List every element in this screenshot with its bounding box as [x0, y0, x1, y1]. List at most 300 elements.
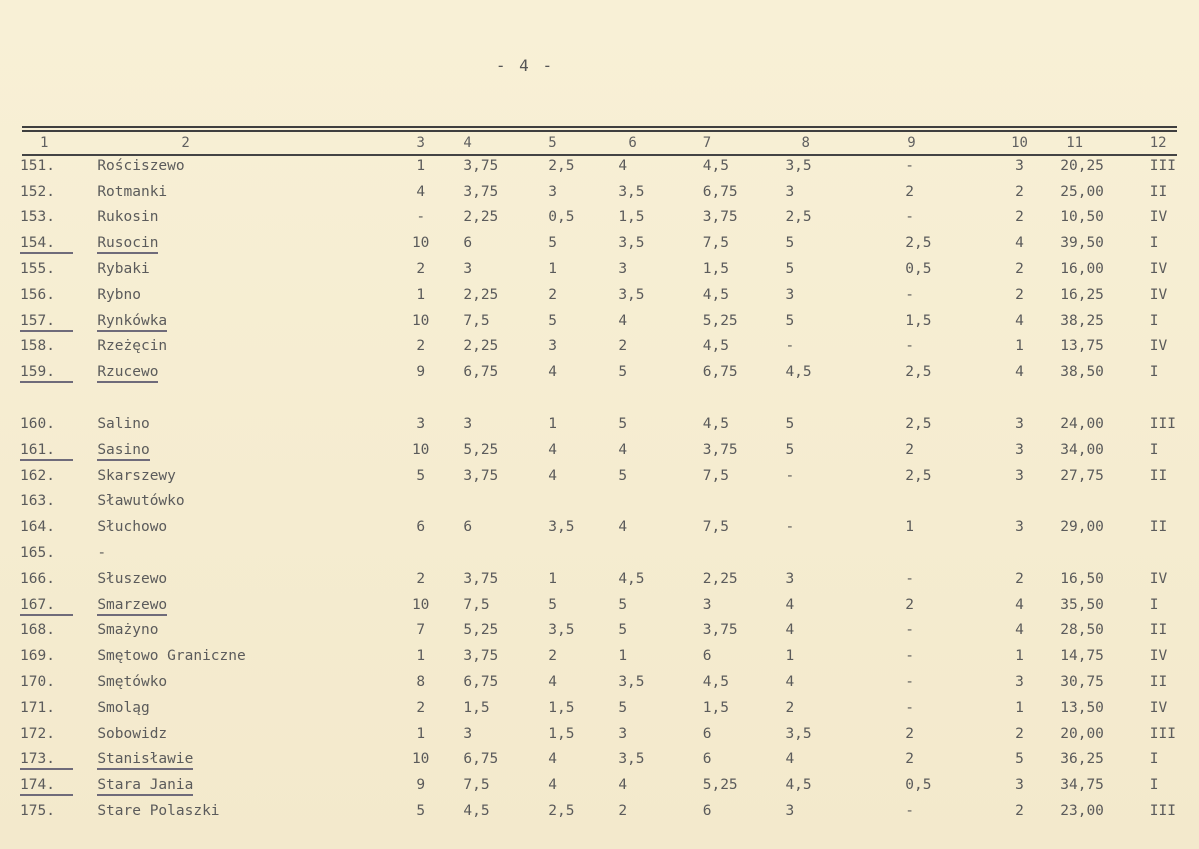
col4-value-cell — [457, 205, 542, 231]
col5-value-cell — [542, 179, 614, 205]
village-name: Smoląg — [97, 699, 150, 716]
col9-value-cell — [879, 514, 987, 540]
col3-value: 5 — [416, 467, 426, 484]
col8-value: 4 — [785, 622, 795, 639]
col5-value: 0,5 — [548, 209, 575, 226]
category-cell — [1146, 359, 1199, 385]
col7-value-cell — [697, 566, 776, 592]
col10-value-cell — [987, 489, 1052, 515]
col9-value: 2 — [905, 183, 914, 200]
village-name: Rotmanki — [97, 183, 168, 200]
row-number-cell — [18, 643, 95, 669]
col6-value: 5 — [618, 364, 628, 381]
table-row — [18, 359, 1199, 385]
col8-value-cell — [775, 256, 879, 282]
row-number-cell — [18, 721, 95, 747]
table-row — [18, 282, 1199, 308]
col5-value: 2 — [548, 286, 557, 303]
col5-value: 1,5 — [548, 725, 575, 742]
col7-value: 6 — [702, 725, 712, 742]
col6-value-cell — [614, 540, 696, 566]
col3-value-cell — [384, 411, 457, 437]
column-header: 3 — [416, 135, 425, 151]
col4-value: 3,75 — [463, 648, 499, 665]
table-row — [18, 592, 1199, 618]
col9-value: - — [905, 338, 914, 355]
total-points-cell — [1052, 334, 1146, 360]
total-points-cell — [1052, 411, 1146, 437]
col5-value-cell — [542, 721, 614, 747]
col10-value: 3 — [1015, 157, 1024, 174]
col5-value: 2,5 — [548, 157, 575, 174]
total-points: 24,00 — [1060, 416, 1104, 433]
col7-value: 5,25 — [702, 312, 738, 329]
village-name-cell — [95, 256, 384, 282]
total-points-cell — [1052, 540, 1146, 566]
total-points-cell — [1052, 514, 1146, 540]
column-header: 5 — [548, 135, 557, 151]
col6-value: 4 — [618, 312, 628, 329]
col8-value: 4,5 — [785, 364, 812, 381]
village-name: Smętowo Graniczne — [97, 648, 246, 665]
col6-value-cell — [614, 256, 696, 282]
col8-value: 3 — [785, 286, 795, 303]
col8-value-cell — [775, 179, 879, 205]
village-name-cell — [95, 334, 384, 360]
row-number: 151. — [20, 157, 55, 174]
col5-value: 3,5 — [548, 622, 575, 639]
row-number: 156. — [20, 286, 55, 303]
col4-value-cell — [457, 592, 542, 618]
col8-value-cell — [775, 153, 879, 179]
col10-value: 3 — [1015, 777, 1024, 794]
col8-value: 4 — [785, 751, 795, 768]
col8-value: 5 — [785, 235, 795, 252]
col6-value: 5 — [618, 596, 628, 613]
village-name: Słuszewo — [97, 570, 168, 587]
total-points-cell — [1052, 463, 1146, 489]
col7-value: 6,75 — [702, 183, 738, 200]
col9-value: 2,5 — [905, 364, 932, 381]
category: III — [1149, 416, 1176, 433]
col8-value: 3 — [785, 803, 795, 820]
col5-value: 1 — [548, 416, 557, 433]
col6-value-cell — [614, 359, 696, 385]
col6-value: 3 — [618, 725, 628, 742]
category-cell — [1146, 592, 1199, 618]
category: II — [1149, 467, 1168, 484]
col8-value: 5 — [785, 312, 795, 329]
col4-value: 6 — [463, 235, 473, 252]
col3-value: 8 — [416, 674, 426, 691]
col4-value: 3,75 — [463, 467, 499, 484]
col3-value-cell — [384, 747, 457, 773]
col5-value: 4 — [548, 467, 557, 484]
col7-value-cell — [697, 721, 776, 747]
col6-value-cell — [614, 695, 696, 721]
col10-value: 4 — [1015, 596, 1024, 613]
col5-value-cell — [542, 334, 614, 360]
col6-value: 1,5 — [618, 209, 645, 226]
col9-value-cell — [879, 334, 987, 360]
table-row — [18, 772, 1199, 798]
col6-value: 3,5 — [618, 235, 645, 252]
col10-value: 3 — [1015, 416, 1024, 433]
col8-value: 3,5 — [785, 157, 812, 174]
col3-value-cell — [384, 153, 457, 179]
row-number: 161. — [20, 442, 73, 461]
col5-value-cell — [542, 230, 614, 256]
col10-value: 1 — [1015, 699, 1024, 716]
row-number-cell — [18, 359, 95, 385]
col6-value: 4 — [618, 441, 628, 458]
col7-value: 7,5 — [702, 519, 729, 536]
category: IV — [1149, 286, 1168, 303]
col3-value-cell — [384, 695, 457, 721]
village-name: Rzeżęcin — [97, 338, 168, 355]
column-header: 2 — [181, 135, 190, 151]
row-number: 175. — [20, 803, 55, 820]
col8-value-cell — [775, 282, 879, 308]
col5-value-cell — [542, 489, 614, 515]
row-number-cell — [18, 772, 95, 798]
col3-value: 6 — [416, 519, 426, 536]
col4-value-cell — [457, 566, 542, 592]
col8-value-cell — [775, 540, 879, 566]
row-number-cell — [18, 798, 95, 824]
col7-value-cell — [697, 256, 776, 282]
total-points-cell — [1052, 359, 1146, 385]
col8-value-cell — [775, 566, 879, 592]
col8-value: - — [785, 519, 795, 536]
total-points: 28,50 — [1060, 622, 1104, 639]
col9-value: - — [905, 622, 914, 639]
col6-value: 3,5 — [618, 183, 645, 200]
col4-value-cell — [457, 643, 542, 669]
column-header: 8 — [801, 135, 810, 151]
total-points-cell — [1052, 721, 1146, 747]
village-name: Sobowidz — [97, 725, 168, 742]
col3-value: 10 — [411, 441, 430, 458]
table-row — [18, 205, 1199, 231]
category-cell — [1146, 334, 1199, 360]
col10-value-cell — [987, 669, 1052, 695]
col9-value: - — [905, 570, 914, 587]
col7-value: 5,25 — [702, 777, 738, 794]
col8-value: 5 — [785, 261, 795, 278]
col9-value: 2,5 — [905, 235, 932, 252]
col10-value-cell — [987, 695, 1052, 721]
col7-value-cell — [697, 489, 776, 515]
category: I — [1149, 312, 1159, 329]
total-points: 20,25 — [1060, 157, 1104, 174]
col4-value-cell — [457, 772, 542, 798]
village-name-cell — [95, 308, 384, 334]
table-row — [18, 618, 1199, 644]
col5-value: 3,5 — [548, 519, 575, 536]
col4-value: 6,75 — [463, 674, 499, 691]
village-name-cell — [95, 153, 384, 179]
col9-value: - — [905, 699, 914, 716]
col4-value: 3 — [463, 261, 473, 278]
col7-value-cell — [697, 798, 776, 824]
col8-value: 3 — [785, 183, 795, 200]
col3-value: 10 — [411, 235, 430, 252]
col9-value: 2,5 — [905, 467, 932, 484]
col3-value-cell — [384, 514, 457, 540]
village-name-cell — [95, 411, 384, 437]
col3-value: 1 — [416, 648, 426, 665]
village-scores-table — [18, 133, 1199, 824]
col6-value-cell — [614, 205, 696, 231]
col9-value-cell — [879, 540, 987, 566]
village-name-cell — [95, 669, 384, 695]
total-points: 20,00 — [1060, 725, 1104, 742]
col7-value: 1,5 — [702, 261, 729, 278]
col6-value: 3,5 — [618, 286, 645, 303]
col3-value: 2 — [416, 261, 426, 278]
col3-value-cell — [384, 282, 457, 308]
col9-value-cell — [879, 721, 987, 747]
column-header: 11 — [1066, 135, 1084, 151]
category-cell — [1146, 256, 1199, 282]
village-name: Słuchowo — [97, 519, 168, 536]
col5-value-cell — [542, 618, 614, 644]
col4-value: 7,5 — [463, 777, 490, 794]
col10-value: 2 — [1015, 261, 1024, 278]
col9-value-cell — [879, 463, 987, 489]
category-cell — [1146, 798, 1199, 824]
col7-value: 7,5 — [702, 235, 729, 252]
row-number: 160. — [20, 416, 55, 433]
row-number: 159. — [20, 364, 73, 383]
col6-value-cell — [614, 282, 696, 308]
col7-value: 4,5 — [702, 674, 729, 691]
col6-value-cell — [614, 437, 696, 463]
row-number: 153. — [20, 209, 55, 226]
total-points: 38,50 — [1060, 364, 1104, 381]
col9-value: 2 — [905, 751, 914, 768]
col7-value-cell — [697, 463, 776, 489]
col5-value-cell — [542, 695, 614, 721]
col7-value-cell — [697, 334, 776, 360]
col9-value: - — [905, 209, 914, 226]
col10-value-cell — [987, 179, 1052, 205]
col4-value: 3 — [463, 725, 473, 742]
total-points: 16,50 — [1060, 570, 1104, 587]
row-number-cell — [18, 747, 95, 773]
column-header: 4 — [463, 135, 472, 151]
col9-value-cell — [879, 179, 987, 205]
total-points: 16,25 — [1060, 286, 1104, 303]
col8-value-cell — [775, 463, 879, 489]
village-name-cell — [95, 179, 384, 205]
table-top-rule — [22, 126, 1177, 128]
col4-value-cell — [457, 230, 542, 256]
village-name: Rukosin — [97, 209, 159, 226]
col4-value: 2,25 — [463, 338, 499, 355]
col7-value-cell — [697, 153, 776, 179]
category: IV — [1149, 338, 1168, 355]
row-number-cell — [18, 618, 95, 644]
village-name-cell — [95, 463, 384, 489]
total-points-cell — [1052, 489, 1146, 515]
col3-value-cell — [384, 308, 457, 334]
col4-value: 2,25 — [463, 286, 499, 303]
col6-value-cell — [614, 618, 696, 644]
table-row — [18, 643, 1199, 669]
col7-value-cell — [697, 514, 776, 540]
col4-value-cell — [457, 256, 542, 282]
total-points-cell — [1052, 643, 1146, 669]
col9-value: - — [905, 803, 914, 820]
col8-value: 4,5 — [785, 777, 812, 794]
col7-value-cell — [697, 230, 776, 256]
col3-value: 4 — [416, 183, 426, 200]
col8-value: 5 — [785, 416, 795, 433]
col8-value-cell — [775, 308, 879, 334]
col3-value-cell — [384, 230, 457, 256]
col10-value: 4 — [1015, 622, 1024, 639]
col5-value-cell — [542, 514, 614, 540]
col3-value-cell — [384, 669, 457, 695]
col5-value-cell — [542, 747, 614, 773]
table-row — [18, 179, 1199, 205]
col7-value: 3,75 — [702, 209, 738, 226]
total-points: 30,75 — [1060, 674, 1104, 691]
col4-value: 3,75 — [463, 157, 499, 174]
col6-value: 2 — [618, 338, 628, 355]
column-header: 6 — [628, 135, 637, 151]
col10-value-cell — [987, 463, 1052, 489]
village-name-cell — [95, 566, 384, 592]
col5-value: 5 — [548, 235, 557, 252]
village-name-cell — [95, 205, 384, 231]
category: IV — [1149, 699, 1168, 716]
table-row — [18, 669, 1199, 695]
col5-value-cell — [542, 308, 614, 334]
col3-value-cell — [384, 489, 457, 515]
col6-value: 1 — [618, 648, 628, 665]
col8-value-cell — [775, 411, 879, 437]
col5-value-cell — [542, 282, 614, 308]
village-name: Rusocin — [97, 235, 158, 254]
village-name: Rościszewo — [97, 157, 185, 174]
row-number: 173. — [20, 751, 73, 770]
col9-value: - — [905, 648, 914, 665]
col8-value: 3,5 — [785, 725, 812, 742]
total-points-cell — [1052, 153, 1146, 179]
col4-value: 1,5 — [463, 699, 490, 716]
category: III — [1149, 803, 1176, 820]
col5-value-cell — [542, 592, 614, 618]
col4-value: 5,25 — [463, 622, 499, 639]
col8-value-cell — [775, 437, 879, 463]
col8-value-cell — [775, 669, 879, 695]
table-row — [18, 566, 1199, 592]
col7-value: 4,5 — [702, 338, 729, 355]
column-number-row — [18, 133, 1199, 153]
col3-value: 10 — [411, 596, 430, 613]
col5-value-cell — [542, 669, 614, 695]
category-cell — [1146, 540, 1199, 566]
col7-value: 3,75 — [702, 441, 738, 458]
total-points: 13,75 — [1060, 338, 1104, 355]
col4-value-cell — [457, 669, 542, 695]
row-number: 163. — [20, 493, 55, 510]
col3-value: 10 — [411, 312, 430, 329]
col9-value: 2 — [905, 725, 914, 742]
total-points-cell — [1052, 695, 1146, 721]
category-cell — [1146, 566, 1199, 592]
col4-value: 6 — [463, 519, 473, 536]
col6-value-cell — [614, 463, 696, 489]
table-row — [18, 747, 1199, 773]
category: I — [1149, 751, 1159, 768]
col10-value-cell — [987, 230, 1052, 256]
category: IV — [1149, 648, 1168, 665]
col6-value: 4 — [618, 777, 628, 794]
total-points: 27,75 — [1060, 467, 1104, 484]
table-row — [18, 308, 1199, 334]
col10-value-cell — [987, 618, 1052, 644]
col3-value-cell — [384, 592, 457, 618]
table-row — [18, 256, 1199, 282]
table-row — [18, 489, 1199, 515]
row-number: 157. — [20, 313, 73, 332]
village-name-cell — [95, 489, 384, 515]
col3-value-cell — [384, 643, 457, 669]
row-number: 172. — [20, 725, 55, 742]
category-cell — [1146, 179, 1199, 205]
col8-value: 4 — [785, 674, 795, 691]
col10-value-cell — [987, 592, 1052, 618]
col6-value: 4 — [618, 519, 628, 536]
row-number-cell — [18, 592, 95, 618]
col7-value-cell — [697, 695, 776, 721]
category-cell — [1146, 669, 1199, 695]
col4-value-cell — [457, 540, 542, 566]
col4-value: 7,5 — [463, 312, 490, 329]
col9-value: - — [905, 674, 914, 691]
col5-value-cell — [542, 540, 614, 566]
col4-value-cell — [457, 618, 542, 644]
village-name-cell — [95, 695, 384, 721]
col3-value: 10 — [411, 751, 430, 768]
col6-value: 5 — [618, 622, 628, 639]
col9-value-cell — [879, 153, 987, 179]
category-cell — [1146, 437, 1199, 463]
village-name-cell — [95, 643, 384, 669]
col5-value-cell — [542, 772, 614, 798]
col5-value-cell — [542, 463, 614, 489]
category-cell — [1146, 282, 1199, 308]
col7-value-cell — [697, 592, 776, 618]
col9-value: 1,5 — [905, 312, 932, 329]
col8-value: 1 — [785, 648, 795, 665]
total-points: 34,75 — [1060, 777, 1104, 794]
row-number: 162. — [20, 467, 55, 484]
category-cell — [1146, 411, 1199, 437]
col6-value-cell — [614, 411, 696, 437]
col5-value-cell — [542, 566, 614, 592]
total-points-cell — [1052, 205, 1146, 231]
col7-value: 6 — [702, 803, 712, 820]
col7-value: 2,25 — [702, 570, 738, 587]
col6-value-cell — [614, 514, 696, 540]
col3-value-cell — [384, 463, 457, 489]
row-number-cell — [18, 282, 95, 308]
